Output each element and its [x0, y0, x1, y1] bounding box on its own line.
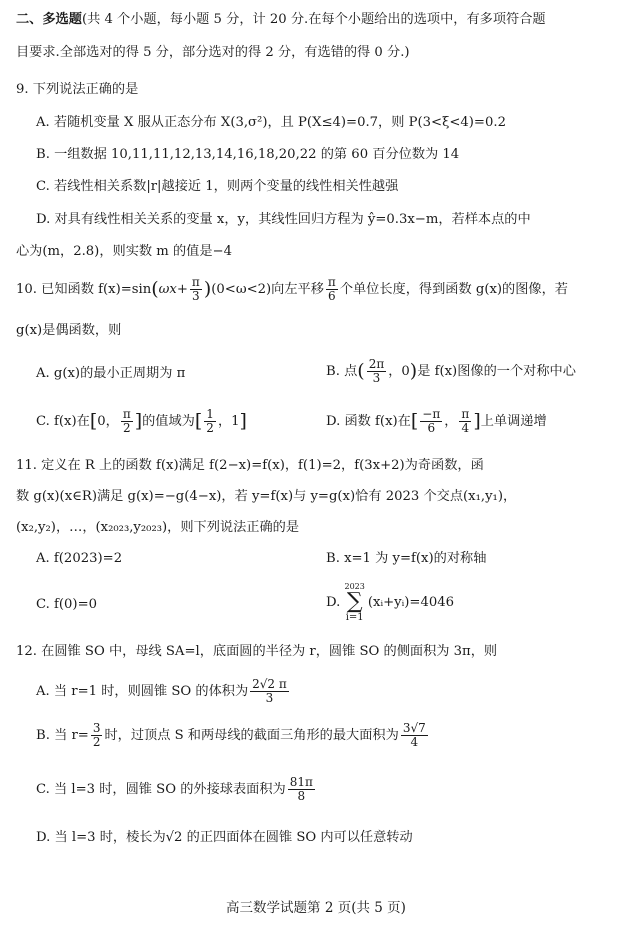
q11-option-c: C. f(0)=0	[36, 597, 98, 612]
q11-stem-line2: 数 g(x)(x∈R)满足 g(x)=−g(4−x)，若 y=f(x)与 y=g(x)恰有 2023 个交点(x₁,y₁)，	[16, 489, 517, 504]
q11-option-d: D. 2023 ∑ i=1 (xᵢ+yᵢ)=4046	[326, 582, 455, 623]
q10-stem-post: 个单位长度，得到函数 g(x)的图像，若	[339, 281, 568, 297]
q12-stem: 12. 在圆锥 SO 中，母线 SA=l，底面圆的半径为 r，圆锥 SO 的侧面积为 3π，则	[16, 644, 498, 659]
q10-option-a: A. g(x)的最小正周期为 π	[36, 366, 186, 381]
section-heading: 二、多选题	[16, 12, 82, 27]
q10-stem-line1: 10. 已知函数 f(x)=sin(ωx+ $\frac{\pi}{3}$ )(0<ω<2)向左平移 $\frac{\pi}{6}$ 个单位长度，得到函数 g(x)的图像，若	[16, 275, 568, 303]
q9-option-d-line2: 心为(m，2.8)，则实数 m 的值是−4	[16, 244, 232, 259]
q9-option-b: B. 一组数据 10,11,11,12,13,14,16,18,20,22 的第 60 百分位数为 14	[36, 147, 460, 162]
q10-arg: ωx+	[158, 281, 188, 297]
q9-option-a: A. 若随机变量 X 服从正态分布 X(3,σ²)，且 P(X≤4)=0.7，则 P(3<ξ<4)=0.2	[36, 115, 506, 130]
q9-stem: 9. 下列说法正确的是	[16, 82, 139, 97]
q10-option-b: B. 点( $\frac{2\pi}{3}$ ，0)是 f(x)图像的一个对称中心	[326, 357, 576, 385]
q10-option-c: C. f(x)在[0， $\frac{\pi}{2}$ ]的值域为[ $\frac{1}{2}$ ，1]	[36, 407, 247, 435]
q9-option-d-line1: D. 对具有线性相关关系的变量 x，y，其线性回归方程为 ŷ=0.3x−m，若样本点的中	[36, 212, 531, 227]
q10-frac-pi-3: $\frac{\pi}{3}$	[191, 275, 200, 303]
q11-option-a: A. f(2023)=2	[36, 551, 123, 566]
q11-stem-line1: 11. 定义在 R 上的函数 f(x)满足 f(2−x)=f(x)，f(1)=2，f(3x+2)为奇函数，函	[16, 458, 484, 473]
summation-symbol: 2023 ∑ i=1	[344, 582, 365, 623]
q12-option-d: D. 当 l=3 时，棱长为√2 的正四面体在圆锥 SO 内可以任意转动	[36, 830, 413, 845]
q10-frac-pi-6: $\frac{\pi}{6}$	[327, 275, 336, 303]
section-desc-2: 目要求.全部选对的得 5 分，部分选对的得 2 分，有选错的得 0 分.)	[16, 45, 410, 60]
q10-option-d: D. 函数 f(x)在[ $\frac{-\pi}{6}$ ， $\frac{\pi}{4}$ ]上单调递增	[326, 407, 547, 435]
q10-stem-pre: 10. 已知函数 f(x)=sin	[16, 281, 152, 297]
page-footer: 高三数学试题第 2 页(共 5 页)	[226, 900, 406, 916]
q12-option-c: C. 当 l=3 时，圆锥 SO 的外接球表面积为 $\frac{81\pi}{8}$	[36, 775, 313, 803]
section-header	[16, 12, 546, 28]
q11-option-b: B. x=1 为 y=f(x)的对称轴	[326, 551, 487, 566]
q10-stem-mid: (0<ω<2)向左平移	[211, 281, 324, 297]
q9-option-c: C. 若线性相关系数|r|越接近 1，则两个变量的线性相关性越强	[36, 179, 399, 194]
section-desc-1: (共 4 个小题，每小题 5 分，计 20 分.在每个小题给出的选项中，有多项符合题	[81, 12, 546, 27]
q12-option-a: A. 当 r=1 时，则圆锥 SO 的体积为 $\frac{2√2 \pi}{3}$	[36, 677, 287, 705]
q11-stem-line3: (x₂,y₂)，…，(x₂₀₂₃,y₂₀₂₃)，则下列说法正确的是	[16, 520, 300, 535]
q10-stem-line2: g(x)是偶函数，则	[16, 323, 122, 338]
q12-option-b: B. 当 r= $\frac{3}{2}$ 时，过顶点 S 和两母线的截面三角形的最大面积为 $\frac{3√7}{4}$	[36, 721, 426, 749]
